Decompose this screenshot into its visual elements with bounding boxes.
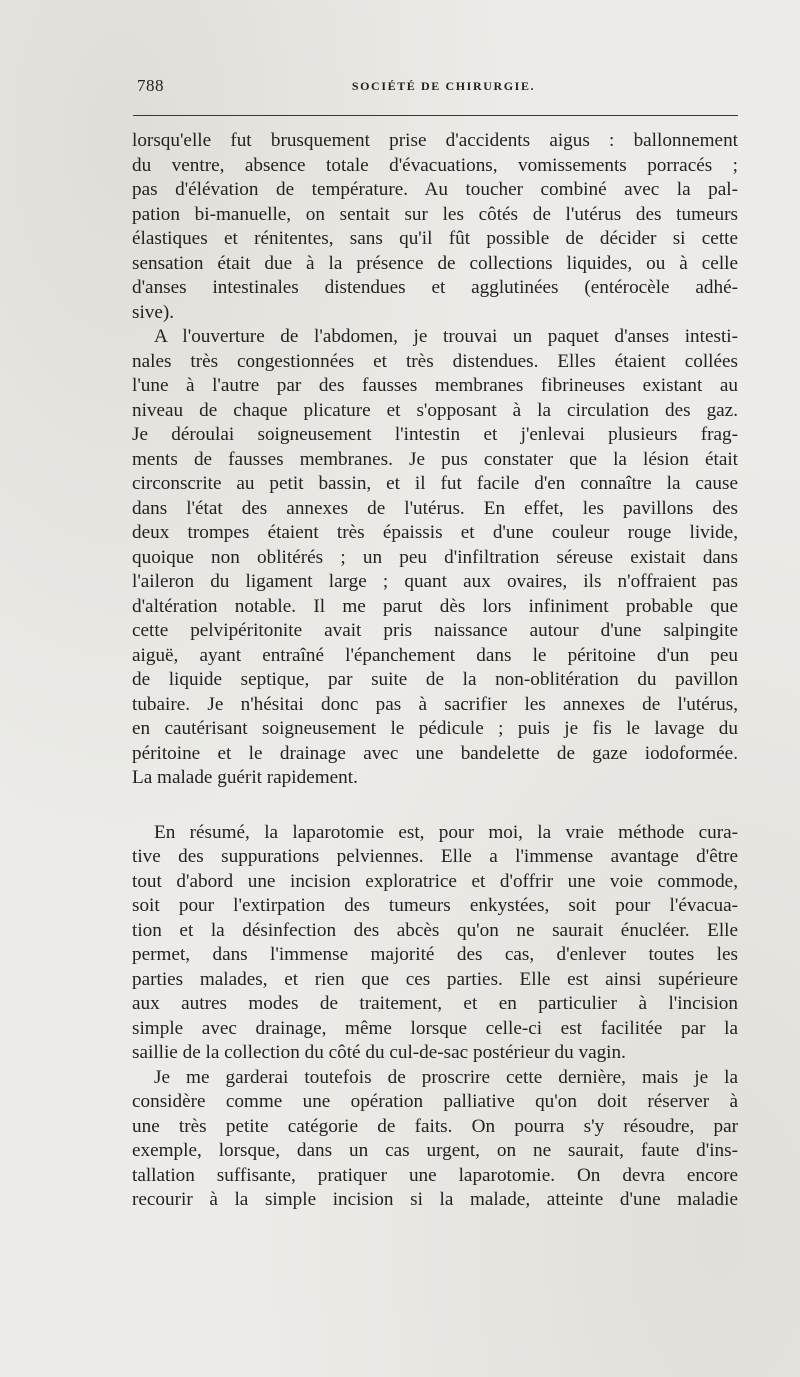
text-line: considère comme une opération palliative qu'on doit réserver à [132,1091,738,1112]
text-line: tubaire. Je n'hésitai donc pas à sacrifier les annexes de l'utérus, [132,693,738,715]
text-line: de liquide septique, par suite de la non-oblitération du pavillon [132,669,738,690]
text-line: niveau de chaque plicature et s'opposant à la circulation des gaz. [132,399,738,421]
text-line: circonscrite au petit bassin, et il fut facile d'en connaître la cause [132,473,738,494]
text-line: aux autres modes de traitement, et en particulier à l'incision [132,993,738,1014]
text-line: tout d'abord une incision exploratrice et d'offrir une voie commode, [132,870,738,892]
text-line: aiguë, ayant entraîné l'épanchement dans le péritoine d'un peu [132,644,738,666]
text-line: l'une à l'autre par des fausses membranes fibrineuses existant au [132,375,738,396]
page-header [133,76,738,100]
paragraph-3 [132,821,738,1066]
text-line: soit pour l'extirpation des tumeurs enkystées, soit pour l'évacua- [132,895,738,916]
text-line: du ventre, absence totale d'évacuations, vomissements porracés ; [132,154,738,176]
text-line: nales très congestionnées et très distendues. Elles étaient collées [132,350,738,372]
text-line: saillie de la collection du côté du cul-de-sac postérieur du vagin. [132,1042,626,1063]
text-line: tallation suffisante, pratiquer une laparotomie. On devra encore [132,1164,738,1186]
text-line: dans l'état des annexes de l'utérus. En effet, les pavillons des [132,497,738,519]
text-line: cette pelvipéritonite avait pris naissance autour d'une salpingite [132,620,738,641]
text-line: A l'ouverture de l'abdomen, je trouvai un paquet d'anses intesti- [154,326,738,347]
running-head: SOCIÉTÉ DE CHIRURGIE. [351,79,536,93]
text-line: en cautérisant soigneusement le pédicule ; puis je fis le lavage du [132,718,738,739]
text-line: sensation était due à la présence de collections liquides, ou à celle [132,252,738,274]
text-line: exemple, lorsque, dans un cas urgent, on ne saurait, faute d'ins- [132,1140,738,1161]
text-line: quoique non oblitérés ; un peu d'infiltration séreuse existait dans [132,546,738,568]
paragraph-2 [132,325,738,791]
paragraph-1 [132,129,738,325]
text-line: élastiques et rénitentes, sans qu'il fût possible de décider si cette [132,228,738,249]
text-line: lorsqu'elle fut brusquement prise d'accidents aigus : ballonnement [132,130,738,151]
text-line: péritoine et le drainage avec une bandelette de gaze iodoformée. [132,742,738,764]
page-number: 788 [137,76,164,95]
text-line: l'aileron du ligament large ; quant aux ovaires, ils n'offraient pas [132,571,738,592]
text-line: pation bi-manuelle, on sentait sur les côtés de l'utérus des tumeurs [132,203,738,225]
text-line: La malade guérit rapidement. [132,767,358,788]
text-line: Je déroulai soigneusement l'intestin et j'enlevai plusieurs frag- [132,424,738,445]
text-line: ments de fausses membranes. Je pus constater que la lésion était [132,448,738,470]
text-line: tive des suppurations pelviennes. Elle a l'immense avantage d'être [132,846,738,867]
text-line: deux trompes étaient très épaissis et d'une couleur rouge livide, [132,522,738,543]
text-line: parties malades, et rien que ces parties. Elle est ainsi supérieure [132,968,738,990]
text-line: d'anses intestinales distendues et agglutinées (entérocèle adhé- [132,277,738,298]
text-line: permet, dans l'immense majorité des cas, d'enlever toutes les [132,944,738,965]
text-line: En résumé, la laparotomie est, pour moi, la vraie méthode cura- [154,821,738,843]
text-line: recourir à la simple incision si la malade, atteinte d'une maladie [132,1189,738,1210]
header-rule [133,115,738,116]
text-line: sive). [132,301,175,323]
text-line: pas d'élévation de température. Au toucher combiné avec la pal- [132,179,738,200]
text-line: tion et la désinfection des abcès qu'on ne saurait énucléer. Elle [132,919,738,941]
text-line: d'altération notable. Il me parut dès lors infiniment probable que [132,595,738,617]
text-line: Je me garderai toutefois de proscrire cette dernière, mais je la [154,1066,738,1088]
paragraph-4 [132,1066,738,1213]
text-line: simple avec drainage, même lorsque celle-ci est facilitée par la [132,1017,738,1039]
text-line: une très petite catégorie de faits. On pourra s'y résoudre, par [132,1115,738,1137]
paragraph-gap [132,791,738,821]
body-text [132,129,738,1213]
